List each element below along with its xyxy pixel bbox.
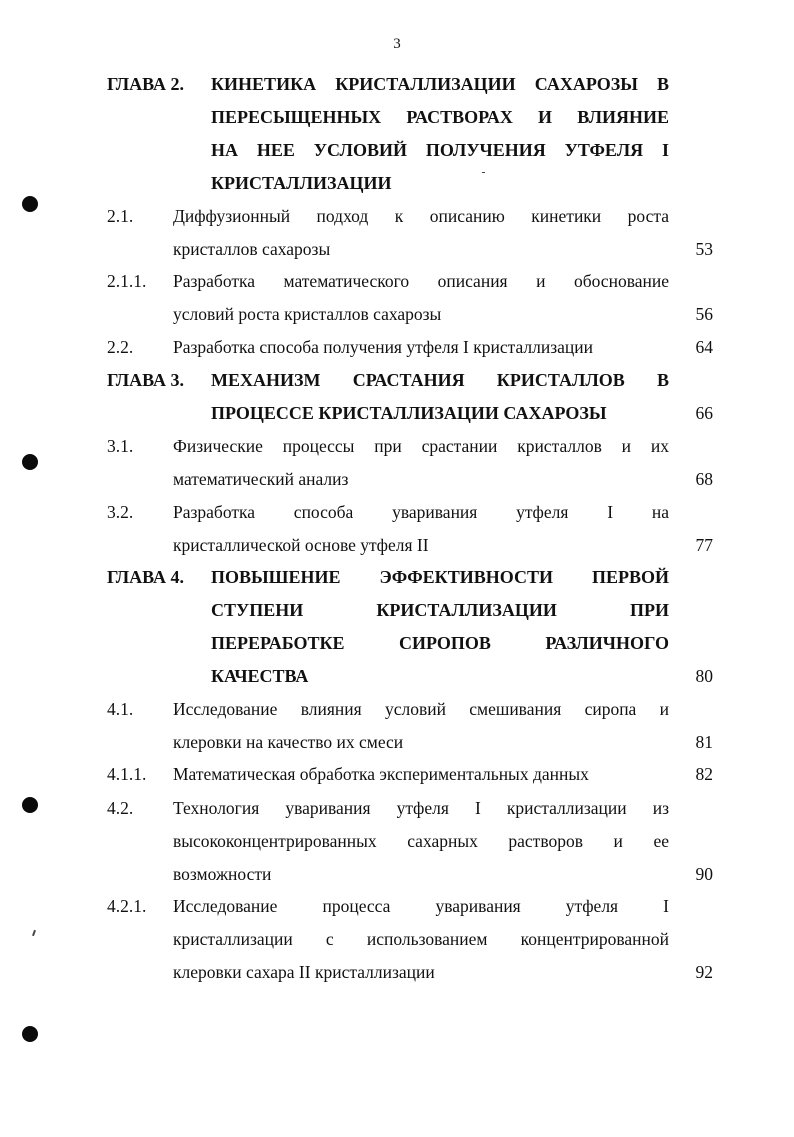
toc-entry-number: 4.1.: [107, 699, 134, 719]
toc-section-4-1-1: [107, 761, 713, 789]
toc-entry-number: ГЛАВА 3.: [107, 370, 185, 390]
toc-section-2-1: [107, 203, 713, 263]
punch-hole: [22, 1026, 38, 1042]
toc-entry-title-line: Математическая обработка экспериментальных данных: [173, 764, 589, 784]
toc-entry-title-line: Разработка способа уваривания утфеля I на: [173, 502, 669, 522]
toc-chapter-title-line: КРИСТАЛЛИЗАЦИИ: [211, 173, 392, 193]
toc-chapter-title-line: ПЕРЕРАБОТКЕ СИРОПОВ РАЗЛИЧНОГО: [211, 633, 669, 653]
toc-section-4-1: [107, 696, 713, 756]
toc-section-3-2: [107, 499, 713, 559]
toc-chapter-title-line: КИНЕТИКА КРИСТАЛЛИЗАЦИИ САХАРОЗЫ В: [211, 74, 669, 94]
toc-page-number: 80: [695, 666, 713, 686]
toc-entry-title-line: Физические процессы при срастании кристаллов и их: [173, 436, 669, 456]
toc-entry-title-line: возможности: [173, 864, 272, 884]
toc-section-4-2-1: [107, 893, 713, 986]
toc-entry-title-line: кристаллической основе утфеля II: [173, 535, 429, 555]
toc-entry-title-line: кристаллов сахарозы: [173, 239, 331, 259]
toc-entry-title-line: Исследование влияния условий смешивания сиропа и: [173, 699, 669, 719]
toc-chapter-title-line: СТУПЕНИ КРИСТАЛЛИЗАЦИИ ПРИ: [211, 600, 669, 620]
toc-entry-number: 4.2.: [107, 798, 134, 818]
toc-page-number: 81: [695, 732, 713, 752]
toc-entry-title-line: клеровки сахара II кристаллизации: [173, 962, 435, 982]
toc-page-number: 64: [695, 337, 713, 357]
toc-entry-number: ГЛАВА 4.: [107, 567, 185, 587]
toc-entry-number: 2.2.: [107, 337, 134, 357]
toc-chapter-title-line: НА НЕЕ УСЛОВИЙ ПОЛУЧЕНИЯ УТФЕЛЯ I: [211, 140, 669, 160]
toc-chapter-title-line: ПРОЦЕССЕ КРИСТАЛЛИЗАЦИИ САХАРОЗЫ: [211, 403, 607, 423]
toc-entry-title-line: Разработка математического описания и обоснование: [173, 271, 669, 291]
toc-section-2-1-1: [107, 268, 713, 328]
punch-hole: [22, 196, 38, 212]
toc-page-number: 90: [695, 864, 713, 884]
toc-entry-title-line: клеровки на качество их смеси: [173, 732, 404, 752]
toc-chapter-title-line: ПЕРЕСЫЩЕННЫХ РАСТВОРАХ И ВЛИЯНИЕ: [211, 107, 669, 127]
toc-section-2-2: [107, 334, 713, 362]
toc-page-number: 92: [695, 962, 713, 982]
toc-entry-number: 4.1.1.: [107, 764, 147, 784]
scan-speck: [32, 930, 36, 936]
toc-entry-number: 3.1.: [107, 436, 134, 456]
toc-section-4-2: [107, 795, 713, 888]
toc-entry-number: 3.2.: [107, 502, 134, 522]
toc-page-number: 66: [695, 403, 713, 423]
toc-page-number: 77: [695, 535, 713, 555]
punch-hole: [22, 454, 38, 470]
page-number: 3: [393, 36, 401, 52]
toc-entry-title-line: математический анализ: [173, 469, 349, 489]
toc-page-number: 53: [695, 239, 713, 259]
toc-page-number: 82: [695, 764, 713, 784]
toc-page-number: 56: [695, 304, 713, 324]
toc-chapter-title-line: ПОВЫШЕНИЕ ЭФФЕКТИВНОСТИ ПЕРВОЙ: [211, 567, 669, 587]
toc-entry-number: ГЛАВА 2.: [107, 74, 185, 94]
toc-page-number: 68: [695, 469, 713, 489]
toc-section-3-1: [107, 433, 713, 493]
toc-entry-title-line: условий роста кристаллов сахарозы: [173, 304, 442, 324]
toc-entry-title-line: Разработка способа получения утфеля I кристаллизации: [173, 337, 593, 357]
toc-entry-title-line: кристаллизации с использованием концентрированной: [173, 929, 669, 949]
toc-entry-number: 2.1.: [107, 206, 134, 226]
toc-entry-number: 2.1.1.: [107, 271, 147, 291]
toc-entry-title-line: Технология уваривания утфеля I кристаллизации из: [173, 798, 669, 818]
toc-chapter-title-line: КАЧЕСТВА: [211, 666, 309, 686]
toc-entry-title-line: высококонцентрированных сахарных растворов и ее: [173, 831, 669, 851]
punch-hole: [22, 797, 38, 813]
toc-entry-number: 4.2.1.: [107, 896, 147, 916]
toc-chapter-4: [107, 564, 713, 694]
toc-chapter-2: [107, 71, 713, 201]
toc-entry-title-line: Диффузионный подход к описанию кинетики роста: [173, 206, 669, 226]
toc-entry-title-line: Исследование процесса уваривания утфеля I: [173, 896, 669, 916]
toc-chapter-3: [107, 367, 713, 427]
toc-chapter-title-line: МЕХАНИЗМ СРАСТАНИЯ КРИСТАЛЛОВ В: [211, 370, 669, 390]
